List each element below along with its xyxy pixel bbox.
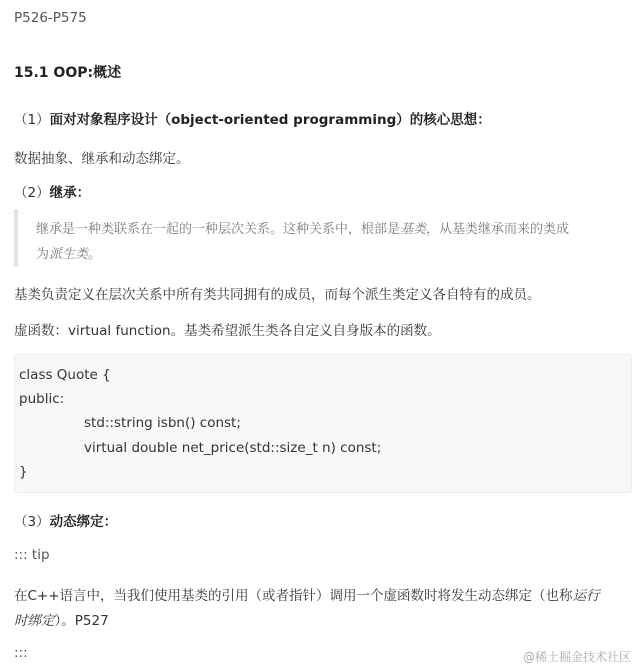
item1-title: 面对对象程序设计（object-oriented programming）的核心思想： [49, 112, 491, 128]
item3-heading [14, 510, 117, 530]
dyn-em: 时绑定 [14, 613, 55, 629]
quote-line-1 [36, 218, 569, 237]
code-line: std::string isbn() const; [84, 415, 241, 431]
section-title: 15.1 OOP:概述 [14, 65, 122, 81]
quote-em-derived-class: 派生类 [49, 247, 89, 262]
dynamic-binding-line-1 [14, 584, 600, 604]
quote-text: 为 [36, 247, 50, 262]
item1-number: （1） [14, 112, 50, 128]
code-block [14, 354, 632, 493]
page-range: P526-P575 [14, 10, 87, 26]
code-line: virtual double net_price(std::size_t n) const; [84, 440, 382, 456]
dynamic-binding-line-2 [14, 609, 109, 629]
item3-number: （3） [14, 514, 50, 530]
quote-text: 继承是一种类联系在一起的一种层次关系。这种关系中，根部是 [36, 222, 401, 237]
tip-close: ::: [14, 645, 28, 661]
code-line: class Quote { [19, 367, 111, 383]
quote-line-2 [36, 243, 101, 262]
paragraph-virtual-function: 虚函数：virtual function。基类希望派生类各自定义自身版本的函数。 [14, 323, 441, 339]
quote-text: 。 [88, 247, 102, 262]
item1-body: 数据抽象、继承和动态绑定。 [14, 151, 190, 167]
code-line: public: [19, 391, 65, 407]
item2-heading [14, 181, 90, 201]
quote-text: ，从基类继承而来的类成 [426, 222, 570, 237]
paragraph-base-class: 基类负责定义在层次关系中所有类共同拥有的成员，而每个派生类定义各自特有的成员。 [14, 287, 541, 303]
blockquote [14, 209, 630, 267]
item2-number: （2） [14, 185, 50, 201]
dyn-text: 在C++语言中，当我们使用基类的引用（或者指针）调用一个虚函数时将发生动态绑定（也称 [14, 588, 573, 604]
item2-title: 继承： [49, 185, 91, 201]
watermark: @稀土掘金技术社区 [522, 650, 631, 664]
item3-title: 动态绑定： [49, 514, 118, 530]
quote-em-base-class: 基类 [400, 222, 427, 237]
tip-open: ::: tip [14, 547, 50, 563]
dyn-em: 运行 [572, 588, 600, 604]
item1-heading [14, 108, 491, 128]
dyn-text: ）。P527 [54, 613, 109, 629]
code-line: } [19, 464, 28, 480]
